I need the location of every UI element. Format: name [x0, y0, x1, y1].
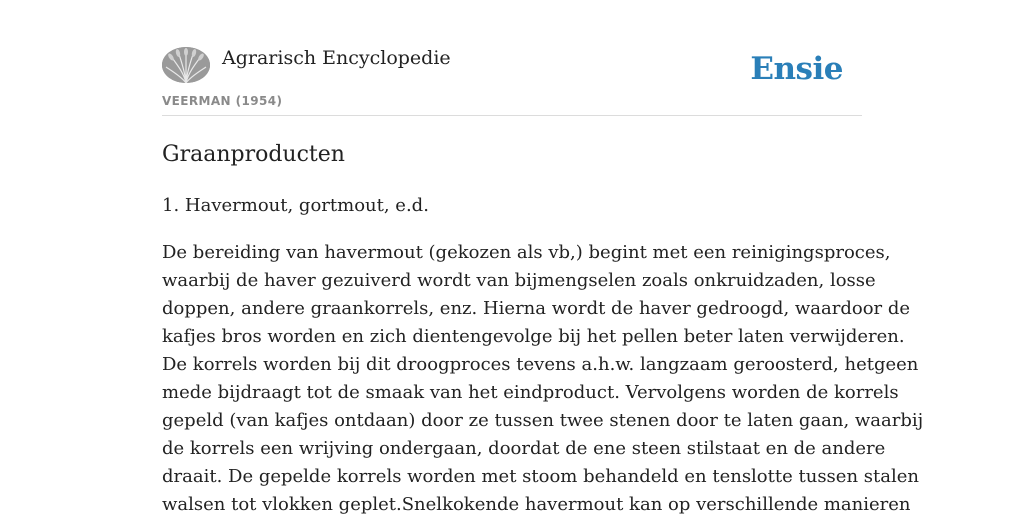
article-body: [162, 239, 924, 519]
article-title: Graanproducten: [162, 142, 345, 167]
body-line: De bereiding van havermout (gekozen als vb,) begint met een reinigingsproces,: [162, 242, 891, 263]
source-title[interactable]: Agrarisch Encyclopedie: [222, 47, 451, 69]
body-line: kafjes bros worden en zich dientengevolge bij het pellen beter laten verwijderen.: [162, 326, 905, 347]
body-line: gepeld (van kafjes ontdaan) door ze tussen twee stenen door te laten gaan, waarbij: [162, 410, 924, 431]
source-header: [162, 0, 862, 116]
wheat-sheaf-icon[interactable]: [162, 47, 210, 83]
body-line: De korrels worden bij dit droogproces tevens a.h.w. langzaam geroosterd, hetgeen: [162, 354, 919, 375]
body-line: doppen, andere graankorrels, enz. Hierna wordt de haver gedroogd, waardoor de: [162, 298, 911, 319]
article-page: [162, 0, 924, 515]
brand-logo[interactable]: Ensie: [750, 51, 843, 87]
body-line: mede bijdraagt tot de smaak van het eindproduct. Vervolgens worden de korrels: [162, 382, 899, 403]
section-heading: 1. Havermout, gortmout, e.d.: [162, 195, 429, 216]
body-line: walsen tot vlokken geplet.Snelkokende havermout kan op verschillende manieren: [162, 494, 911, 515]
body-line: draait. De gepelde korrels worden met stoom behandeld en tenslotte tussen stalen: [162, 466, 919, 487]
source-author: VEERMAN (1954): [162, 94, 283, 108]
body-line: de korrels een wrijving ondergaan, doordat de ene steen stilstaat en de andere: [162, 438, 886, 459]
body-line: waarbij de haver gezuiverd wordt van bijmengselen zoals onkruidzaden, losse: [162, 270, 876, 291]
